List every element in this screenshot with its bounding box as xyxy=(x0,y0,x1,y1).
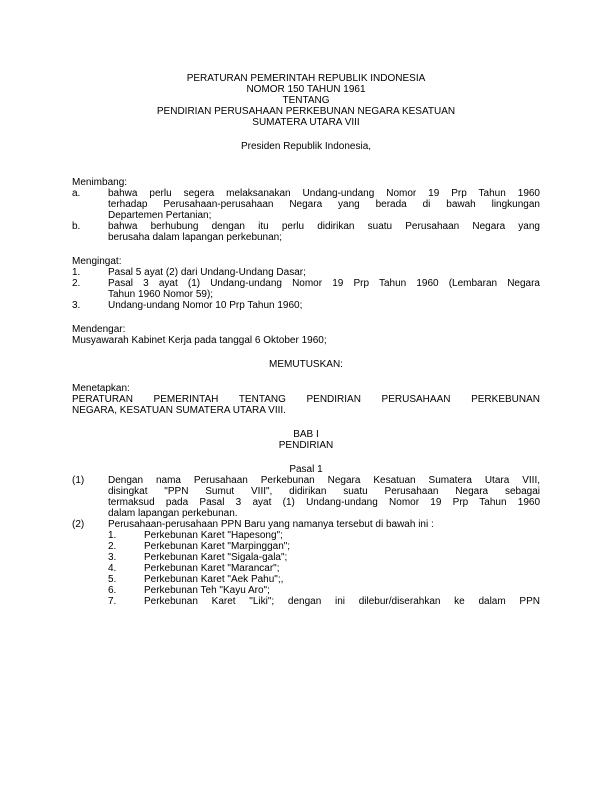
pasal-1-clause-1-line-4: dalam lapangan perkebunan. xyxy=(108,508,238,519)
menimbang-marker-a: a. xyxy=(72,188,81,199)
title-line-1: PERATURAN PEMERINTAH REPUBLIK INDONESIA xyxy=(186,73,426,84)
plantation-marker-7: 7. xyxy=(108,596,117,607)
mengingat-1-line-1: Pasal 5 ayat (2) dari Undang-Undang Dasar; xyxy=(108,267,306,278)
menimbang-a-line-3: Departemen Pertanian; xyxy=(108,210,212,221)
menimbang-b-line-2: berusaha dalam lapangan perkebunan; xyxy=(108,232,283,243)
plantation-item-4: Perkebunan Karet "Marancar"; xyxy=(144,563,280,574)
bab-number: BAB I xyxy=(293,429,319,440)
mengingat-marker-3: 3. xyxy=(72,300,81,311)
menimbang-b-line-1: bahwa berhubung dengan itu perlu didirikan suatu Perusahaan Negara yang xyxy=(108,221,540,232)
plantation-marker-2: 2. xyxy=(108,541,117,552)
title-line-2: NOMOR 150 TAHUN 1961 xyxy=(246,84,366,95)
mengingat-heading: Mengingat: xyxy=(72,256,122,267)
plantation-marker-5: 5. xyxy=(108,574,117,585)
menimbang-a-line-1: bahwa perlu segera melaksanakan Undang-undang Nomor 19 Prp Tahun 1960 xyxy=(108,188,540,199)
title-line-4: PENDIRIAN PERUSAHAAN PERKEBUNAN NEGARA KESATUAN xyxy=(156,106,456,117)
menetapkan-heading: Menetapkan: xyxy=(72,383,130,394)
plantation-marker-6: 6. xyxy=(108,585,117,596)
plantation-marker-1: 1. xyxy=(108,530,117,541)
pasal-1-clause-1-line-1: Dengan nama Perusahaan Perkebunan Negara Kesatuan Sumatera Utara VIII, xyxy=(108,475,540,486)
plantation-item-1: Perkebunan Karet "Hapesong"; xyxy=(144,530,283,541)
bab-title: PENDIRIAN xyxy=(278,440,334,451)
plantation-item-3: Perkebunan Karet "Sigala-gala"; xyxy=(144,552,288,563)
pasal-1-heading: Pasal 1 xyxy=(289,464,323,475)
menimbang-a-line-2: terhadap Perusahaan-perusahaan Negara yang berada di bawah lingkungan xyxy=(108,199,540,210)
mengingat-marker-1: 1. xyxy=(72,267,81,278)
pasal-1-clause-2-marker: (2) xyxy=(72,519,85,530)
plantation-marker-4: 4. xyxy=(108,563,117,574)
plantation-item-2: Perkebunan Karet "Marpinggan"; xyxy=(144,541,291,552)
menetapkan-line-2: NEGARA, KESATUAN SUMATERA UTARA VIII. xyxy=(72,405,286,416)
mengingat-marker-2: 2. xyxy=(72,278,81,289)
memutuskan-heading: MEMUTUSKAN: xyxy=(269,359,343,370)
pasal-1-clause-2-line-1: Perusahaan-perusahaan PPN Baru yang namanya tersebut di bawah ini : xyxy=(108,519,434,530)
mengingat-2-line-1: Pasal 3 ayat (1) Undang-undang Nomor 19 Prp Tahun 1960 (Lembaran Negara xyxy=(108,278,540,289)
plantation-marker-3: 3. xyxy=(108,552,117,563)
president-line: Presiden Republik Indonesia, xyxy=(240,141,372,152)
menimbang-heading: Menimbang: xyxy=(72,177,128,188)
plantation-item-6: Perkebunan Teh "Kayu Aro"; xyxy=(144,585,270,596)
pasal-1-clause-1-marker: (1) xyxy=(72,475,85,486)
mengingat-2-line-2: Tahun 1960 Nomor 59); xyxy=(108,289,214,300)
mengingat-3-line-1: Undang-undang Nomor 10 Prp Tahun 1960; xyxy=(108,300,303,311)
title-line-5: SUMATERA UTARA VIII xyxy=(252,117,360,128)
mendengar-text: Musyawarah Kabinet Kerja pada tanggal 6 Oktober 1960; xyxy=(72,335,327,346)
pasal-1-clause-1-line-2: disingkat "PPN Sumut VIII", didirikan suatu Perusahaan Negara sebagai xyxy=(108,486,540,497)
plantation-item-7: Perkebunan Karet "Liki"; dengan ini dilebur/diserahkan ke dalam PPN xyxy=(144,596,540,607)
menetapkan-line-1: PERATURAN PEMERINTAH TENTANG PENDIRIAN PERUSAHAAN PERKEBUNAN xyxy=(72,394,540,405)
mendengar-heading: Mendengar: xyxy=(72,324,126,335)
pasal-1-clause-1-line-3: termaksud pada Pasal 3 ayat (1) Undang-undang Nomor 19 Prp Tahun 1960 xyxy=(108,497,540,508)
title-line-3: TENTANG xyxy=(282,95,330,106)
plantation-item-5: Perkebunan Karet "Aek Pahu";, xyxy=(144,574,284,585)
menimbang-marker-b: b. xyxy=(72,221,81,232)
